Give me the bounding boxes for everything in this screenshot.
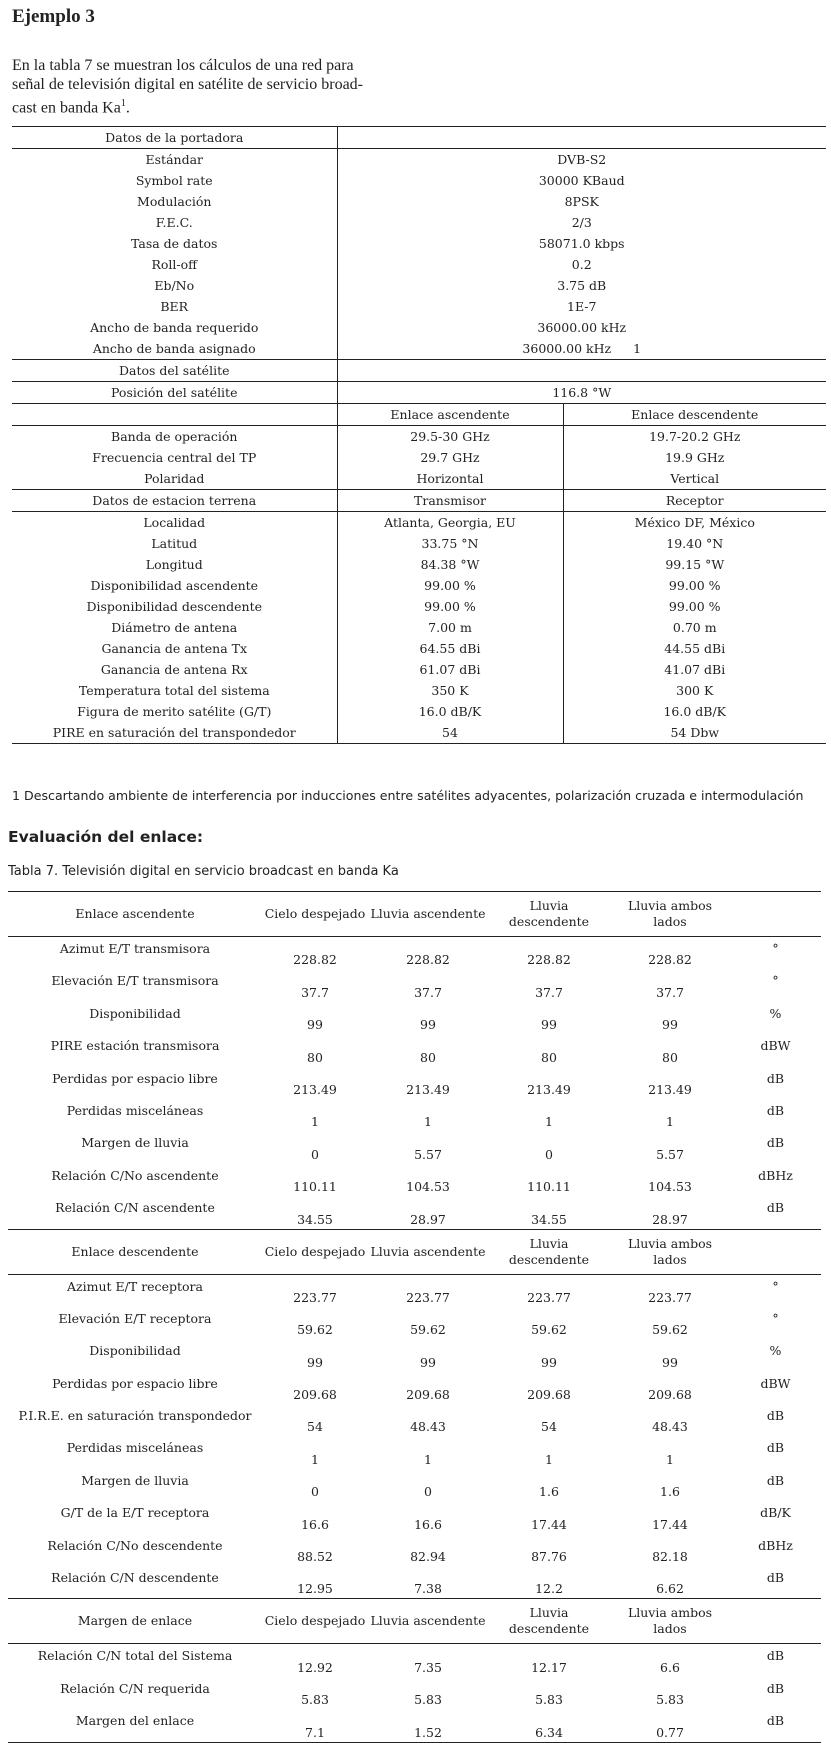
table-row	[8, 1566, 821, 1599]
row-value: 1E-7	[337, 296, 826, 317]
value-cell: 28.97	[652, 1211, 688, 1227]
value-cell: 1.52	[368, 1709, 488, 1742]
unit-cell: %	[769, 1343, 782, 1359]
row-value: Horizontal	[337, 468, 563, 490]
table-row	[12, 275, 826, 296]
column-header: Cielo despejado	[262, 1599, 368, 1644]
column-header: Lluvia descendente	[488, 892, 610, 937]
value-cell: 48.43	[410, 1419, 446, 1435]
row-label: Relación C/N requerida	[60, 1680, 210, 1696]
column-header	[730, 1599, 821, 1644]
column-header	[730, 892, 821, 937]
row-label: Margen del enlace	[8, 1709, 262, 1742]
value-cell: 99	[541, 1017, 557, 1033]
table-cell	[337, 360, 826, 382]
row-value: 29.7 GHz	[337, 447, 563, 468]
table-row	[12, 296, 826, 317]
value-text: 36000.00 kHz	[522, 341, 612, 356]
value-cell: 37.7	[414, 984, 442, 1000]
row-value: 19.40 °N	[563, 533, 826, 554]
value-cell: 80	[541, 1049, 557, 1065]
column-header: Enlace ascendente	[8, 892, 262, 937]
row-label: Perdidas misceláneas	[66, 1440, 204, 1456]
row-label: Banda de operación	[111, 429, 238, 444]
unit-cell: °	[772, 973, 779, 989]
row-value: 16.0 dB/K	[563, 701, 826, 722]
table-row	[12, 468, 826, 490]
value-cell: 209.68	[293, 1387, 337, 1403]
table-row	[12, 617, 826, 638]
row-header: Datos de la portadora	[12, 127, 337, 149]
table-row	[12, 233, 826, 254]
value-cell: 7.38	[414, 1581, 442, 1597]
table-row	[8, 1274, 821, 1307]
row-value: 2/3	[337, 212, 826, 233]
row-value: 16.0 dB/K	[337, 701, 563, 722]
table-row	[8, 1644, 821, 1677]
row-value: 61.07 dBi	[337, 659, 563, 680]
row-label: Relación C/No ascendente	[51, 1167, 219, 1183]
value-cell: 34.55	[297, 1211, 333, 1227]
table-row	[12, 382, 826, 404]
row-value: México DF, México	[563, 512, 826, 534]
unit-cell: °	[772, 1278, 779, 1294]
value-cell: 59.62	[531, 1322, 567, 1338]
value-cell: 209.68	[406, 1387, 450, 1403]
row-value: 0.2	[337, 254, 826, 275]
table-row	[8, 937, 821, 970]
row-label: Disponibilidad ascendente	[90, 578, 259, 593]
value-cell: 16.6	[301, 1516, 329, 1532]
table-row	[12, 254, 826, 275]
row-value: 0.70 m	[563, 617, 826, 638]
row-label: Perdidas misceláneas	[66, 1102, 204, 1118]
row-label: Frecuencia central del TP	[92, 450, 257, 465]
section-header-row	[8, 1599, 821, 1644]
unit-cell: dB	[766, 1570, 785, 1586]
value-cell: 213.49	[648, 1081, 692, 1097]
row-label: Relación C/No descendente	[47, 1537, 223, 1553]
row-label: Polaridad	[144, 471, 205, 486]
row-value	[337, 338, 826, 360]
value-cell: 99	[420, 1017, 436, 1033]
value-cell: 59.62	[410, 1322, 446, 1338]
row-label: Ganancia de antena Tx	[101, 641, 248, 656]
value-cell: 54	[541, 1419, 557, 1435]
value-cell: 0	[311, 1146, 319, 1162]
value-cell: 80	[662, 1049, 678, 1065]
table-row	[12, 512, 826, 534]
value-cell: 17.44	[531, 1516, 567, 1532]
row-label: PIRE estación transmisora	[50, 1038, 220, 1054]
row-label: Margen de lluvia	[81, 1472, 189, 1488]
footnote-reference: 1	[120, 98, 126, 109]
table-row	[12, 575, 826, 596]
intro-line: En la tabla 7 se muestran los cálculos de una red para	[12, 57, 354, 74]
row-value: 8PSK	[337, 191, 826, 212]
row-header: Datos de estacion terrena	[12, 490, 337, 512]
row-value: 300 K	[563, 680, 826, 701]
table-row	[8, 1677, 821, 1709]
table-row	[8, 1002, 821, 1034]
value-cell: 37.7	[535, 984, 563, 1000]
column-header: Margen de enlace	[8, 1599, 262, 1644]
row-label: Ancho de banda asignado	[12, 338, 337, 360]
row-header: Datos del satélite	[12, 360, 337, 382]
value-cell: 228.82	[293, 952, 337, 968]
row-value: 84.38 °W	[337, 554, 563, 575]
column-header: Cielo despejado	[262, 1229, 368, 1274]
intro-line: señal de televisión digital en satélite de servicio broad-	[12, 76, 363, 93]
column-header: Lluvia descendente	[488, 1599, 610, 1644]
column-header: Lluvia ambos lados	[610, 1599, 730, 1644]
table-row	[8, 1164, 821, 1196]
row-value: 58071.0 kbps	[337, 233, 826, 254]
column-header: Enlace descendente	[8, 1229, 262, 1274]
row-label: BER	[160, 299, 189, 314]
value-cell: 228.82	[406, 952, 450, 968]
footnote: 1 Descartando ambiente de interferencia por inducciones entre satélites adyacentes, polarización cruzada e intermodulación	[12, 788, 804, 803]
row-value: 99.00 %	[563, 575, 826, 596]
intro-paragraph	[12, 56, 422, 117]
value-cell: 1	[424, 1114, 432, 1130]
value-cell: 104.53	[406, 1179, 450, 1195]
table-row	[8, 1404, 821, 1436]
table-cell	[337, 127, 826, 149]
value-cell: 6.62	[656, 1581, 684, 1597]
row-label: Perdidas por espacio libre	[52, 1070, 218, 1086]
table-row	[12, 490, 826, 512]
unit-cell: dB	[766, 1200, 785, 1216]
value-cell: 34.55	[531, 1211, 567, 1227]
row-value: 99.00 %	[563, 596, 826, 617]
table-row	[8, 1131, 821, 1163]
intro-line	[12, 94, 422, 117]
value-cell: 80	[307, 1049, 323, 1065]
table-row	[12, 638, 826, 659]
column-header: Transmisor	[337, 490, 563, 512]
table-row	[12, 701, 826, 722]
value-cell: 209.68	[527, 1387, 571, 1403]
table-row	[8, 1339, 821, 1371]
value-cell: 110.11	[527, 1179, 571, 1195]
value-cell: 12.17	[531, 1659, 567, 1675]
row-value: 99.15 °W	[563, 554, 826, 575]
unit-cell: dBHz	[758, 1167, 793, 1183]
unit-cell: dBW	[760, 1375, 791, 1391]
table-row	[8, 1067, 821, 1099]
row-value: 44.55 dBi	[563, 638, 826, 659]
column-header: Cielo despejado	[262, 892, 368, 937]
unit-cell: dB	[766, 1472, 785, 1488]
value-cell: 59.62	[297, 1322, 333, 1338]
row-label: Modulación	[137, 194, 212, 209]
value-cell: 5.83	[535, 1692, 563, 1708]
row-value: 99.00 %	[337, 596, 563, 617]
row-value: 30000 KBaud	[337, 170, 826, 191]
value-cell: 12.95	[297, 1581, 333, 1597]
value-cell: 99	[307, 1354, 323, 1370]
section-heading: Evaluación del enlace:	[8, 828, 204, 846]
table-row	[12, 360, 826, 382]
unit-cell: dBHz	[758, 1537, 793, 1553]
table-row	[8, 1196, 821, 1229]
row-label: Azimut E/T transmisora	[59, 941, 211, 956]
intro-line-text: cast en banda Ka	[12, 99, 121, 117]
value-cell: 17.44	[652, 1516, 688, 1532]
value-cell: 104.53	[648, 1179, 692, 1195]
row-label: Latitud	[151, 536, 198, 551]
value-cell: 1	[311, 1451, 319, 1467]
value-cell: 228.82	[527, 952, 571, 968]
table-row	[8, 1709, 821, 1742]
table-row	[8, 1469, 821, 1501]
column-header: Lluvia ascendente	[368, 1229, 488, 1274]
value-cell: 223.77	[527, 1289, 571, 1305]
column-header: Lluvia ascendente	[368, 1599, 488, 1644]
row-value: 54	[337, 722, 563, 744]
table-row	[12, 596, 826, 617]
intro-line-end: .	[125, 99, 130, 117]
value-cell: 0	[424, 1484, 432, 1500]
table-row	[12, 426, 826, 448]
value-cell: 99	[541, 1354, 557, 1370]
value-cell: 48.43	[652, 1419, 688, 1435]
unit-cell: °	[772, 1310, 779, 1326]
value-cell: 12.2	[535, 1581, 563, 1597]
value-cell: 1	[666, 1114, 674, 1130]
column-header: Receptor	[563, 490, 826, 512]
table-row	[12, 722, 826, 744]
table-row	[8, 1534, 821, 1566]
table-row	[8, 1372, 821, 1404]
row-value: DVB-S2	[337, 149, 826, 171]
link-evaluation-table	[8, 891, 821, 1743]
unit-cell: °	[772, 941, 779, 956]
table-row	[12, 127, 826, 149]
value-cell: 99	[662, 1354, 678, 1370]
table-row	[12, 554, 826, 575]
table-row	[8, 1099, 821, 1131]
row-label: Azimut E/T receptora	[67, 1278, 203, 1294]
row-value: 54 Dbw	[563, 722, 826, 744]
row-label: Relación C/N total del Sistema	[37, 1648, 233, 1664]
row-label: Margen de lluvia	[81, 1135, 189, 1151]
row-value: 33.75 °N	[337, 533, 563, 554]
column-header: Enlace ascendente	[337, 404, 563, 426]
row-label: Longitud	[145, 557, 203, 572]
value-cell: 228.82	[648, 952, 692, 968]
row-value: Vertical	[563, 468, 826, 490]
row-label: Elevación E/T transmisora	[51, 973, 219, 989]
footnote-reference: 1	[633, 341, 642, 356]
row-value: Atlanta, Georgia, EU	[337, 512, 563, 534]
table-row	[8, 1307, 821, 1339]
value-cell: 1	[545, 1451, 553, 1467]
value-cell: 99	[307, 1017, 323, 1033]
column-header: Lluvia ascendente	[368, 892, 488, 937]
value-cell: 213.49	[527, 1081, 571, 1097]
column-header	[730, 1229, 821, 1274]
column-header: Lluvia ambos lados	[610, 1229, 730, 1274]
row-value: 350 K	[337, 680, 563, 701]
row-value: 64.55 dBi	[337, 638, 563, 659]
unit-cell: dB	[766, 1135, 785, 1151]
row-label: F.E.C.	[155, 215, 193, 230]
value-cell: 0	[545, 1146, 553, 1162]
row-label: PIRE en saturación del transpondedor	[12, 722, 337, 744]
row-label: Diámetro de antena	[111, 620, 238, 635]
unit-cell: dB	[766, 1102, 785, 1118]
value-cell: 7.35	[414, 1659, 442, 1675]
row-label: Roll-off	[151, 257, 198, 272]
row-value: 19.7-20.2 GHz	[563, 426, 826, 448]
column-header: Lluvia descendente	[488, 1229, 610, 1274]
value-cell: 0.77	[610, 1709, 730, 1742]
value-cell: 209.68	[648, 1387, 692, 1403]
value-cell: 28.97	[410, 1211, 446, 1227]
table-row	[8, 1501, 821, 1533]
row-label: Disponibilidad	[89, 1343, 181, 1359]
value-cell: 223.77	[293, 1289, 337, 1305]
value-cell: 6.34	[488, 1709, 610, 1742]
table-row	[12, 170, 826, 191]
value-cell: 223.77	[406, 1289, 450, 1305]
table-row	[12, 317, 826, 338]
value-cell: 80	[420, 1049, 436, 1065]
row-label: Disponibilidad	[89, 1005, 181, 1021]
row-label: Elevación E/T receptora	[58, 1310, 212, 1326]
value-cell: 1	[311, 1114, 319, 1130]
table-row	[12, 659, 826, 680]
value-cell: 59.62	[652, 1322, 688, 1338]
value-cell: 54	[307, 1419, 323, 1435]
row-label: Disponibilidad descendente	[86, 599, 263, 614]
table-row	[8, 1034, 821, 1066]
value-cell: 82.18	[652, 1549, 688, 1565]
unit-cell: dB	[766, 1408, 785, 1424]
value-cell: 213.49	[406, 1081, 450, 1097]
row-value: 99.00 %	[337, 575, 563, 596]
unit-cell: dB	[766, 1440, 785, 1456]
row-value: 3.75 dB	[337, 275, 826, 296]
value-cell: 5.83	[656, 1692, 684, 1708]
unit-cell: dB/K	[760, 1505, 791, 1521]
value-cell: 5.57	[656, 1146, 684, 1162]
value-cell: 87.76	[531, 1549, 567, 1565]
row-label: Posición del satélite	[12, 382, 337, 404]
row-label: Symbol rate	[135, 173, 213, 188]
row-value: 19.9 GHz	[563, 447, 826, 468]
table-row	[12, 447, 826, 468]
page-title: Ejemplo 3	[12, 6, 95, 27]
value-cell: 88.52	[297, 1549, 333, 1565]
row-label: Ganancia de antena Rx	[100, 662, 248, 677]
column-header: Lluvia ambos lados	[610, 892, 730, 937]
row-value: 7.00 m	[337, 617, 563, 638]
row-label: Relación C/N ascendente	[55, 1200, 215, 1216]
table-row	[12, 149, 826, 171]
value-cell: 223.77	[648, 1289, 692, 1305]
value-cell: 5.57	[414, 1146, 442, 1162]
unit-cell: dBW	[760, 1038, 791, 1054]
table-row	[8, 969, 821, 1001]
row-label: Estándar	[145, 152, 203, 167]
row-label: Perdidas por espacio libre	[52, 1375, 218, 1391]
row-label: Localidad	[143, 515, 206, 530]
value-cell: 6.6	[660, 1659, 680, 1675]
value-cell: 1	[545, 1114, 553, 1130]
value-cell: 5.83	[301, 1692, 329, 1708]
table-row	[12, 680, 826, 701]
unit-cell: dB	[766, 1680, 785, 1696]
row-value: 29.5-30 GHz	[337, 426, 563, 448]
value-cell: 110.11	[293, 1179, 337, 1195]
table-caption: Tabla 7. Televisión digital en servicio broadcast en banda Ka	[8, 864, 399, 879]
column-header: Enlace descendente	[563, 404, 826, 426]
table-cell	[12, 404, 337, 426]
value-cell: 5.83	[414, 1692, 442, 1708]
value-cell: 213.49	[293, 1081, 337, 1097]
row-value: 41.07 dBi	[563, 659, 826, 680]
row-label: Temperatura total del sistema	[78, 683, 270, 698]
value-cell: 1	[424, 1451, 432, 1467]
table-row	[12, 338, 826, 360]
row-label: Eb/No	[154, 278, 195, 293]
unit-cell: dB	[766, 1070, 785, 1086]
row-label: Tasa de datos	[131, 236, 218, 251]
table-row	[12, 404, 826, 426]
unit-cell: dB	[766, 1648, 785, 1664]
table-row	[12, 212, 826, 233]
value-cell: 1	[666, 1451, 674, 1467]
section-header-row	[8, 1229, 821, 1274]
value-cell: 12.92	[297, 1659, 333, 1675]
table-row	[8, 1436, 821, 1468]
row-label: G/T de la E/T receptora	[60, 1505, 210, 1521]
value-cell: 37.7	[301, 984, 329, 1000]
value-cell: 1.6	[539, 1484, 559, 1500]
value-cell: 99	[662, 1017, 678, 1033]
table-row	[12, 533, 826, 554]
row-label: Relación C/N descendente	[51, 1570, 219, 1586]
value-cell: 7.1	[262, 1709, 368, 1742]
section-header-row	[8, 892, 821, 937]
value-cell: 16.6	[414, 1516, 442, 1532]
row-label: Figura de merito satélite (G/T)	[77, 704, 272, 719]
value-cell: 1.6	[660, 1484, 680, 1500]
value-cell: 82.94	[410, 1549, 446, 1565]
unit-cell: dB	[730, 1709, 821, 1742]
unit-cell: %	[769, 1005, 782, 1021]
value-cell: 0	[311, 1484, 319, 1500]
value-cell: 99	[420, 1354, 436, 1370]
row-label: Ancho de banda requerido	[90, 320, 259, 335]
table-row	[12, 191, 826, 212]
row-label: P.I.R.E. en saturación transpondedor	[18, 1408, 252, 1424]
row-value: 36000.00 kHz	[337, 317, 826, 338]
row-value: 116.8 °W	[337, 382, 826, 404]
link-parameters-table	[12, 126, 826, 744]
value-cell: 37.7	[656, 984, 684, 1000]
